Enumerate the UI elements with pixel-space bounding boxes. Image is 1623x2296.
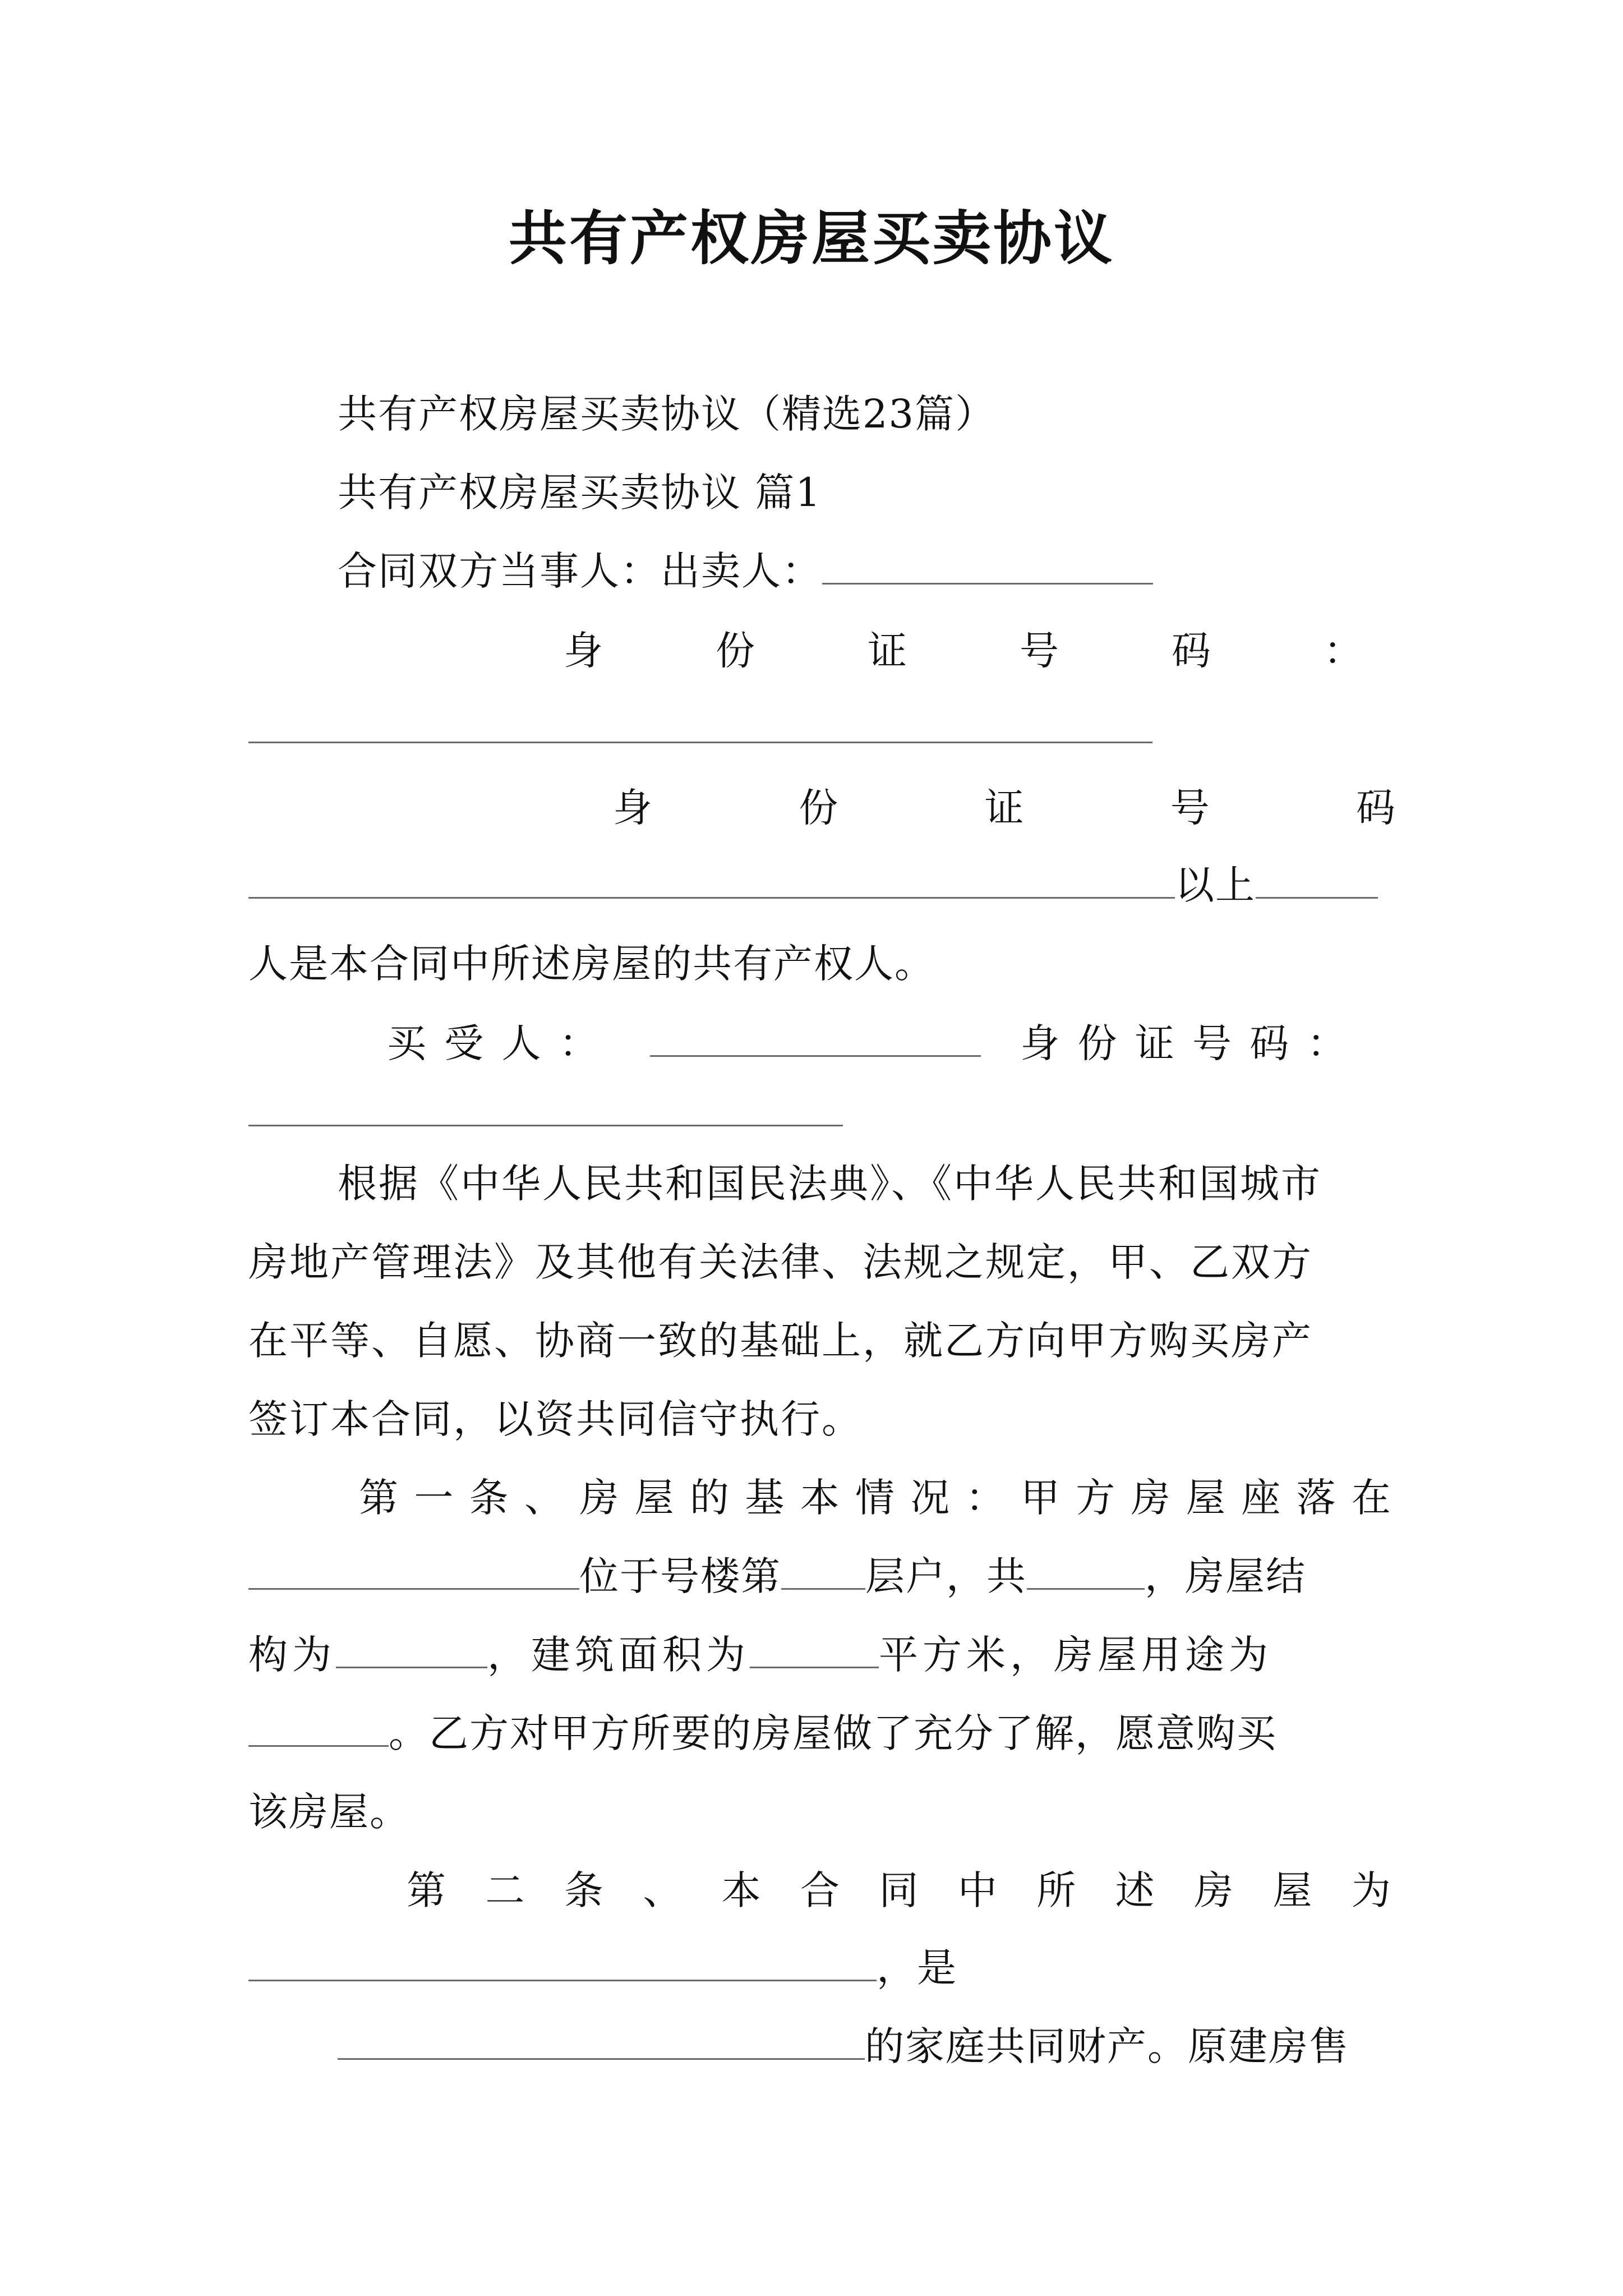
article1-char: 房: [579, 1475, 619, 1521]
article1-char: 情: [855, 1475, 895, 1521]
article1-text: 层户，共: [865, 1553, 1027, 1599]
article1-char: 甲: [1020, 1475, 1060, 1521]
id-label-char: 号: [1170, 785, 1210, 831]
subtitle: 共有产权房屋买卖协议（精选23篇）: [338, 391, 996, 437]
buyer-id-label: 身 份 证 号 码 ：: [1020, 1020, 1348, 1066]
article1-char: 条: [469, 1475, 509, 1521]
preamble-line: 在平等、自愿、协商一致的基础上，就乙方向甲方购买房产: [248, 1318, 1313, 1364]
article2-heading: [407, 1862, 1391, 1918]
id-label-char: 证: [984, 785, 1024, 831]
article1-char: 在: [1351, 1475, 1391, 1521]
article1-heading: [359, 1470, 1391, 1526]
owners-statement: 人是本合同中所述房屋的共有产权人。: [248, 941, 935, 987]
article1-char: 第: [359, 1475, 398, 1521]
article2-char: 房: [1194, 1867, 1234, 1913]
article1-char: 一: [414, 1475, 454, 1521]
article1-char: 屋: [1186, 1475, 1225, 1521]
seller-id-label: [564, 623, 1363, 679]
article1-char: ：: [965, 1475, 1005, 1521]
preamble-line: 签订本合同，以资共同信守执行。: [248, 1396, 863, 1442]
article1-char: 落: [1296, 1475, 1336, 1521]
article2-text: 的家庭共同财产。原建房售: [865, 2023, 1349, 2069]
property-blank[interactable]: [248, 1945, 877, 1981]
above-line: [248, 857, 1378, 913]
article1-char: 房: [1131, 1475, 1170, 1521]
article1-text: 构为: [248, 1632, 336, 1678]
article2-char: 述: [1115, 1867, 1155, 1913]
article1-char: 基: [745, 1475, 785, 1521]
owners-blank[interactable]: [338, 2023, 865, 2060]
id-label-char: 身: [564, 628, 603, 674]
article2-text: ，是: [877, 1945, 957, 1991]
article1-text: 。乙方对甲方所要的房屋做了充分了解，愿意购买: [389, 1710, 1277, 1756]
article2-char: 第: [407, 1867, 446, 1913]
parties-label: 合同双方当事人：出卖人：: [338, 548, 822, 594]
article1-text: ，房屋结: [1145, 1553, 1306, 1599]
article2-char: 同: [879, 1867, 919, 1913]
parties-line: [338, 543, 1153, 599]
document-title: 共有产权房屋买卖协议: [508, 204, 1114, 273]
article2-char: 所: [1036, 1867, 1076, 1913]
article2-char: 、: [643, 1867, 683, 1913]
structure-blank[interactable]: [336, 1632, 487, 1668]
location-blank[interactable]: [248, 1553, 579, 1590]
id-label-char: 码: [1356, 785, 1395, 831]
article1-char: 方: [1076, 1475, 1115, 1521]
preamble-line: 根据《中华人民共和国民法典》、《中华人民共和国城市: [338, 1161, 1322, 1207]
buyer-id-blank[interactable]: [248, 1125, 843, 1126]
article2-char: 合: [800, 1867, 840, 1913]
co-owner-id-blank[interactable]: [248, 862, 1175, 899]
article1-char: 的: [689, 1475, 729, 1521]
article1-text: 平方米，房屋用途为: [879, 1632, 1272, 1678]
buyer-label: 买 受 人 ：: [387, 1020, 600, 1066]
article1-char: 本: [800, 1475, 840, 1521]
article2-char: 屋: [1272, 1867, 1312, 1913]
article2-char: 中: [957, 1867, 997, 1913]
article1-char: 座: [1241, 1475, 1281, 1521]
seller-id-blank[interactable]: [248, 742, 1152, 743]
article1-line2: [248, 1548, 1306, 1604]
article1-line3: [248, 1627, 1272, 1683]
article2-char: 二: [485, 1867, 525, 1913]
co-owner-id-label: [613, 780, 1395, 836]
id-label-char: 份: [716, 628, 755, 674]
id-label-char: 号: [1020, 628, 1059, 674]
article1-line4: [248, 1705, 1277, 1761]
rooms-blank[interactable]: [1027, 1553, 1145, 1590]
article2-char: 为: [1351, 1867, 1391, 1913]
id-label-char: 码: [1172, 628, 1211, 674]
article1-char: 况: [910, 1475, 950, 1521]
article1-text: 位于号楼第: [579, 1553, 781, 1599]
usage-blank[interactable]: [248, 1710, 389, 1747]
buyer-line: [387, 1015, 1348, 1071]
chapter-heading: 共有产权房屋买卖协议 篇1: [338, 470, 822, 516]
article1-char: 屋: [634, 1475, 674, 1521]
area-blank[interactable]: [750, 1632, 879, 1668]
id-label-char: 证: [868, 628, 907, 674]
id-label-char: ：: [1324, 628, 1363, 674]
article2-line3: [338, 2018, 1349, 2074]
article2-char: 条: [564, 1867, 603, 1913]
article1-line5: 该房屋。: [248, 1789, 410, 1835]
seller-name-blank[interactable]: [822, 548, 1153, 585]
buyer-name-blank[interactable]: [650, 1020, 981, 1057]
owner-count-blank[interactable]: [1256, 862, 1378, 899]
article1-text: ，建筑面积为: [487, 1632, 750, 1678]
article2-char: 本: [721, 1867, 761, 1913]
above-label: 以上: [1175, 862, 1256, 908]
article1-char: 、: [524, 1475, 564, 1521]
preamble-line: 房地产管理法》及其他有关法律、法规之规定，甲、乙双方: [248, 1239, 1313, 1285]
id-label-char: 份: [799, 785, 838, 831]
floor-blank[interactable]: [781, 1553, 865, 1590]
article2-line2: [248, 1940, 957, 1996]
id-label-char: 身: [613, 785, 652, 831]
